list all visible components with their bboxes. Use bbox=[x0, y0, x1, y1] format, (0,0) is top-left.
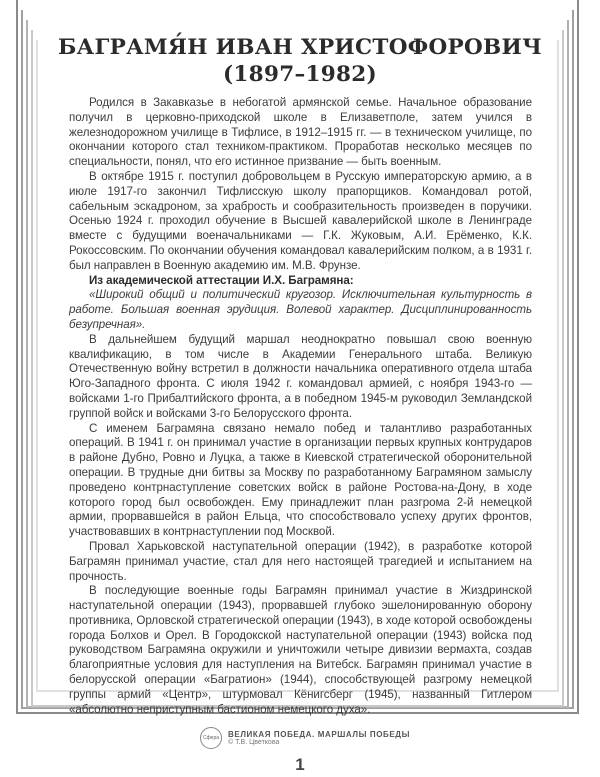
paragraph: С именем Баграмяна связано немало побед и талантливо разработанных операций. В 1941 г. он принимал участие в организации первых крупных контрударов в районе Дубно, Ровно и Луцка, а также в Киевской стратегической оборонительной операции. В трудные дни битвы за Москву по разработанному Баграмяном замыслу проведено контрнаступление советских войск в районе Ростова-на-Дону, в ходе которого город был освобожден. Ему принадлежит план разгрома 2-й немецкой армии, прорвавшейся в район Ельца, что способствовало успеху других фронтов, участвовавших в контрнаступлении под Москвой. bbox=[69, 421, 532, 539]
paragraph: Родился в Закавказье в небогатой армянской семье. Начальное образование получил в церковно-приходской школе в Елизаветполе, затем учился в железнодорожном училище в Тифлисе, в 1912–1915 гг. — в техническом училище, по окончании которого стал техником-практиком. Проработав несколько месяцев по специальности, понял, что его истинное призвание — быть военным. bbox=[69, 96, 532, 169]
series-title: ВЕЛИКАЯ ПОБЕДА. МАРШАЛЫ ПОБЕДЫ bbox=[228, 730, 411, 740]
page-title bbox=[40, 34, 560, 88]
article-body bbox=[69, 96, 532, 717]
title-name: БАГРАМЯ́Н ИВАН ХРИСТОФОРОВИЧ bbox=[58, 35, 542, 60]
paragraph: Провал Харьковской наступательной операции (1942), в разработке которой Баграмян принимал участие, стал для него настоящей трагедией и испытанием на прочность. bbox=[69, 539, 532, 583]
title-years: (1897–1982) bbox=[222, 62, 378, 87]
paragraph: В последующие военные годы Баграмян принимал участие в Жиздринской наступательной операции (1943), прорвавшей глубоко эшелонированную оборону противника, Орловской стратегической операции (1943), в ходе которой освобождены города Болхов и Орел. В Городокской наступательной операции (1943) войска под руководством Баграмяна окружили и уничтожили четыре дивизии вермахта, создав благоприятные условия для наступления на Витебск. Баграмян принимал участие в белорусской операции «Багратион» (1944), способствующей разгрому немецкой группы армий «Центр», штурмовал Кёнигсберг (1945), названный Гитлером «абсолютно неприступным бастионом немецкого духа». bbox=[69, 584, 532, 716]
attestation-heading: Из академической аттестации И.Х. Баграмяна: bbox=[89, 273, 354, 287]
footer bbox=[200, 727, 600, 749]
copyright: © Т.В. Цветкова bbox=[228, 739, 280, 747]
page-number: 1 bbox=[285, 753, 315, 777]
paragraph: В октябре 1915 г. поступил добровольцем в Русскую императорскую армию, а в июле 1917-го закончил Тифлисскую школу прапорщиков. Командовал ротой, сабельным эскадроном, за храбрость и сообразительность произведен в поручики. Осенью 1924 г. проходил обучение в Высшей кавалерийской школе в Ленинграде вместе с будущими военачальниками — Г.К. Жуковым, А.И. Ерёменко, К.К. Рокоссовским. По окончании обучения командовал кавалерийским полком, а в 1931 г. был направлен в Военную академию им. М.В. Фрунзе. bbox=[69, 169, 532, 272]
publisher-logo-icon: Сфера bbox=[200, 727, 222, 749]
attestation-quote: «Широкий общий и политический кругозор. Исключительная культурность в работе. Большая военная эрудиция. Волевой характер. Дисциплинированность безупречная». bbox=[69, 288, 532, 331]
paragraph: В дальнейшем будущий маршал неоднократно повышал свою военную квалификацию, в том числе в Академии Генерального штаба. Великую Отечественную войну встретил в должности начальника оперативного отдела штаба Юго-Западного фронта. С июля 1942 г. командовал армией, с ноября 1943-го — войсками 1-го Прибалтийского фронта, а в победном 1945-м руководил Земландской группой войск и войсками 3-го Белорусского фронта. bbox=[69, 332, 532, 420]
